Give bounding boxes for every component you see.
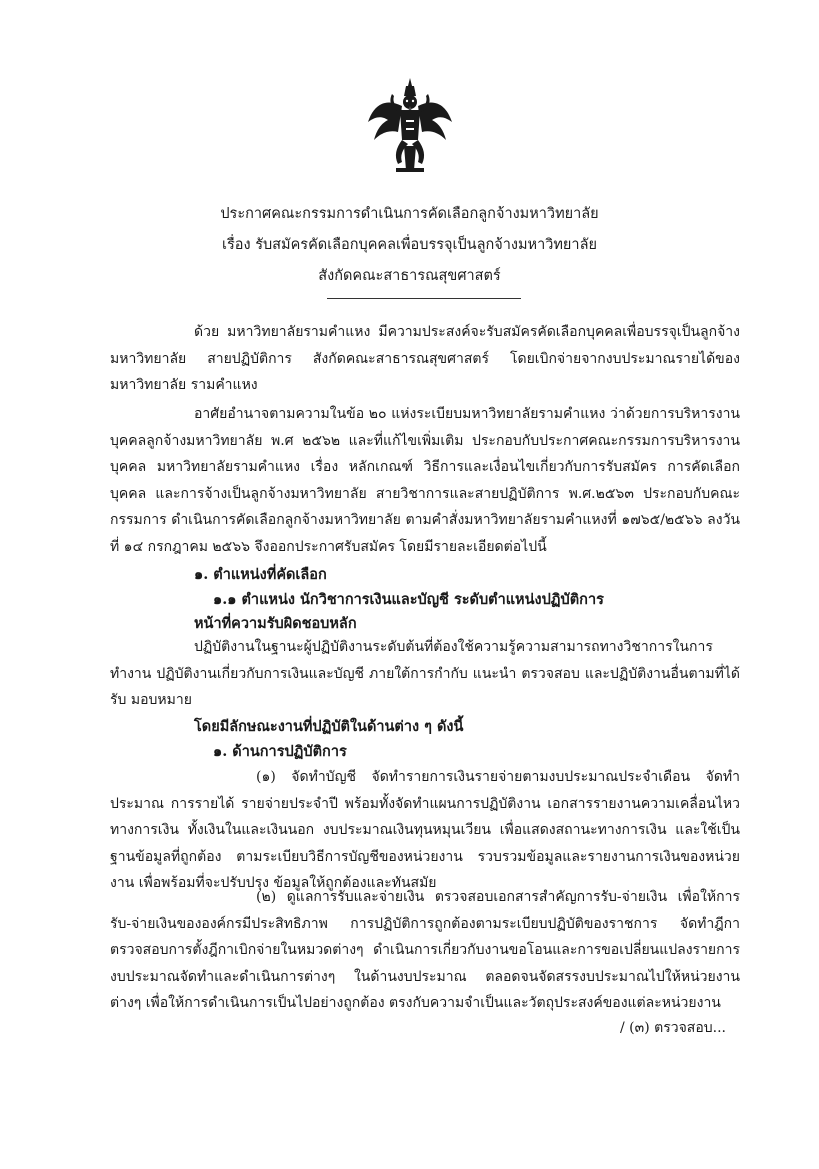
title-divider xyxy=(327,298,521,299)
announcement-subject: เรื่อง รับสมัครคัดเลือกบุคคลเพื่อบรรจุเป็นลูกจ้างมหาวิทยาลัย xyxy=(222,237,597,253)
garuda-emblem xyxy=(366,76,454,176)
authority-paragraph: อาศัยอำนาจตามความในข้อ ๒๐ แห่งระเบียบมหาวิทยาลัยรามคำแหง ว่าด้วยการบริหารงาน บุคคลลูกจ้างมหาวิทยาลัย พ.ศ ๒๕๖๒ และที่แก้ไขเพิ่มเติม ประกอบกับประกาศคณะกรรมการบริหารงานบุคคล มหาวิทยาลัยรามคำแหง เรื่อง หลักเกณฑ์ วิธีการและเงื่อนไขเกี่ยวกับการรับสมัคร การคัดเลือกบุคคล และการจ้างเป็นลูกจ้างมหาวิทยาลัย สายวิชาการและสายปฏิบัติการ พ.ศ.๒๕๖๓ ประกอบกับคณะกรรมการ ดำเนินการคัดเลือกลูกจ้างมหาวิทยาลัย ตามคำสั่งมหาวิทยาลัยรามคำแหงที่ ๑๗๖๕/๒๕๖๖ ลงวันที่ ๑๔ กรกฎาคม ๒๕๖๖ จึงออกประกาศรับสมัคร โดยมีรายละเอียดต่อไปนี้ xyxy=(110,406,740,555)
area-heading: ๑. ด้านการปฏิบัติการ xyxy=(213,743,347,760)
tasks-heading: โดยมีลักษณะงานที่ปฏิบัติในด้านต่าง ๆ ดังนี้ xyxy=(194,718,464,735)
duties-heading: หน้าที่ความรับผิดชอบหลัก xyxy=(194,615,357,632)
announcement-title: ประกาศคณะกรรมการดำเนินการคัดเลือกลูกจ้างมหาวิทยาลัย xyxy=(220,206,599,222)
task-item: (๑) จัดทำบัญชี จัดทำรายการเงินรายจ่ายตามงบประมาณประจำเดือน จัดทำประมาณ การรายได้ รายจ่ายประจำปี พร้อมทั้งจัดทำแผนการปฏิบัติงาน เอกสารรายงานความเคลื่อนไหวทางการเงิน ทั้งเงินในและเงินนอก งบประมาณเงินทุนหมุนเวียน เพื่อแสดงสถานะทางการเงิน และใช้เป็นฐานข้อมูลที่ถูกต้อง ตามระเบียบวิธีการบัญชีของหน่วยงาน รวบรวมข้อมูลและรายงานการเงินของหน่วยงาน เพื่อพร้อมที่จะปรับปรุง ข้อมูลให้ถูกต้องและทันสมัย xyxy=(110,769,740,891)
announcement-affiliation: สังกัดคณะสาธารณสุขศาสตร์ xyxy=(318,268,501,284)
intro-paragraph: ด้วย มหาวิทยาลัยรามคำแหง มีความประสงค์จะรับสมัครคัดเลือกบุคคลเพื่อบรรจุเป็นลูกจ้าง มหาวิทยาลัย สายปฏิบัติการ สังกัดคณะสาธารณสุขศาสตร์ โดยเบิกจ่ายจากงบประมาณรายได้ของมหาวิทยาลัย รามคำแหง xyxy=(110,324,740,393)
section-heading: ๑. ตำแหน่งที่คัดเลือก xyxy=(194,566,327,583)
duties-paragraph: ปฏิบัติงานในฐานะผู้ปฏิบัติงานระดับต้นที่ต้องใช้ความรู้ความสามารถทางวิชาการในการทำงาน ปฏิบัติงานเกี่ยวกับการเงินและบัญชี ภายใต้การกำกับ แนะนำ ตรวจสอบ และปฏิบัติงานอื่นตามที่ได้รับ มอบหมาย xyxy=(110,639,740,708)
continued-marker: / (๓) ตรวจสอบ... xyxy=(620,1020,726,1036)
position-heading: ๑.๑ ตำแหน่ง นักวิชาการเงินและบัญชี ระดับตำแหน่งปฏิบัติการ xyxy=(213,591,604,608)
task-item: (๒) ดูแลการรับและจ่ายเงิน ตรวจสอบเอกสารสำคัญการรับ-จ่ายเงิน เพื่อให้การ รับ-จ่ายเงินขององค์กรมีประสิทธิภาพ การปฏิบัติการถูกต้องตามระเบียบปฏิบัติของราชการ จัดทำฎีกา ตรวจสอบการตั้งฎีกาเบิกจ่ายในหมวดต่างๆ ดำเนินการเกี่ยวกับงานขอโอนและการขอเปลี่ยนแปลงรายการ งบประมาณจัดทำและดำเนินการต่างๆ ในด้านงบประมาณ ตลอดจนจัดสรรงบประมาณไปให้หน่วยงานต่างๆ เพื่อให้การดำเนินการเป็นไปอย่างถูกต้อง ตรงกับความจำเป็นและวัตถุประสงค์ของแต่ละหน่วยงาน xyxy=(110,889,740,1011)
